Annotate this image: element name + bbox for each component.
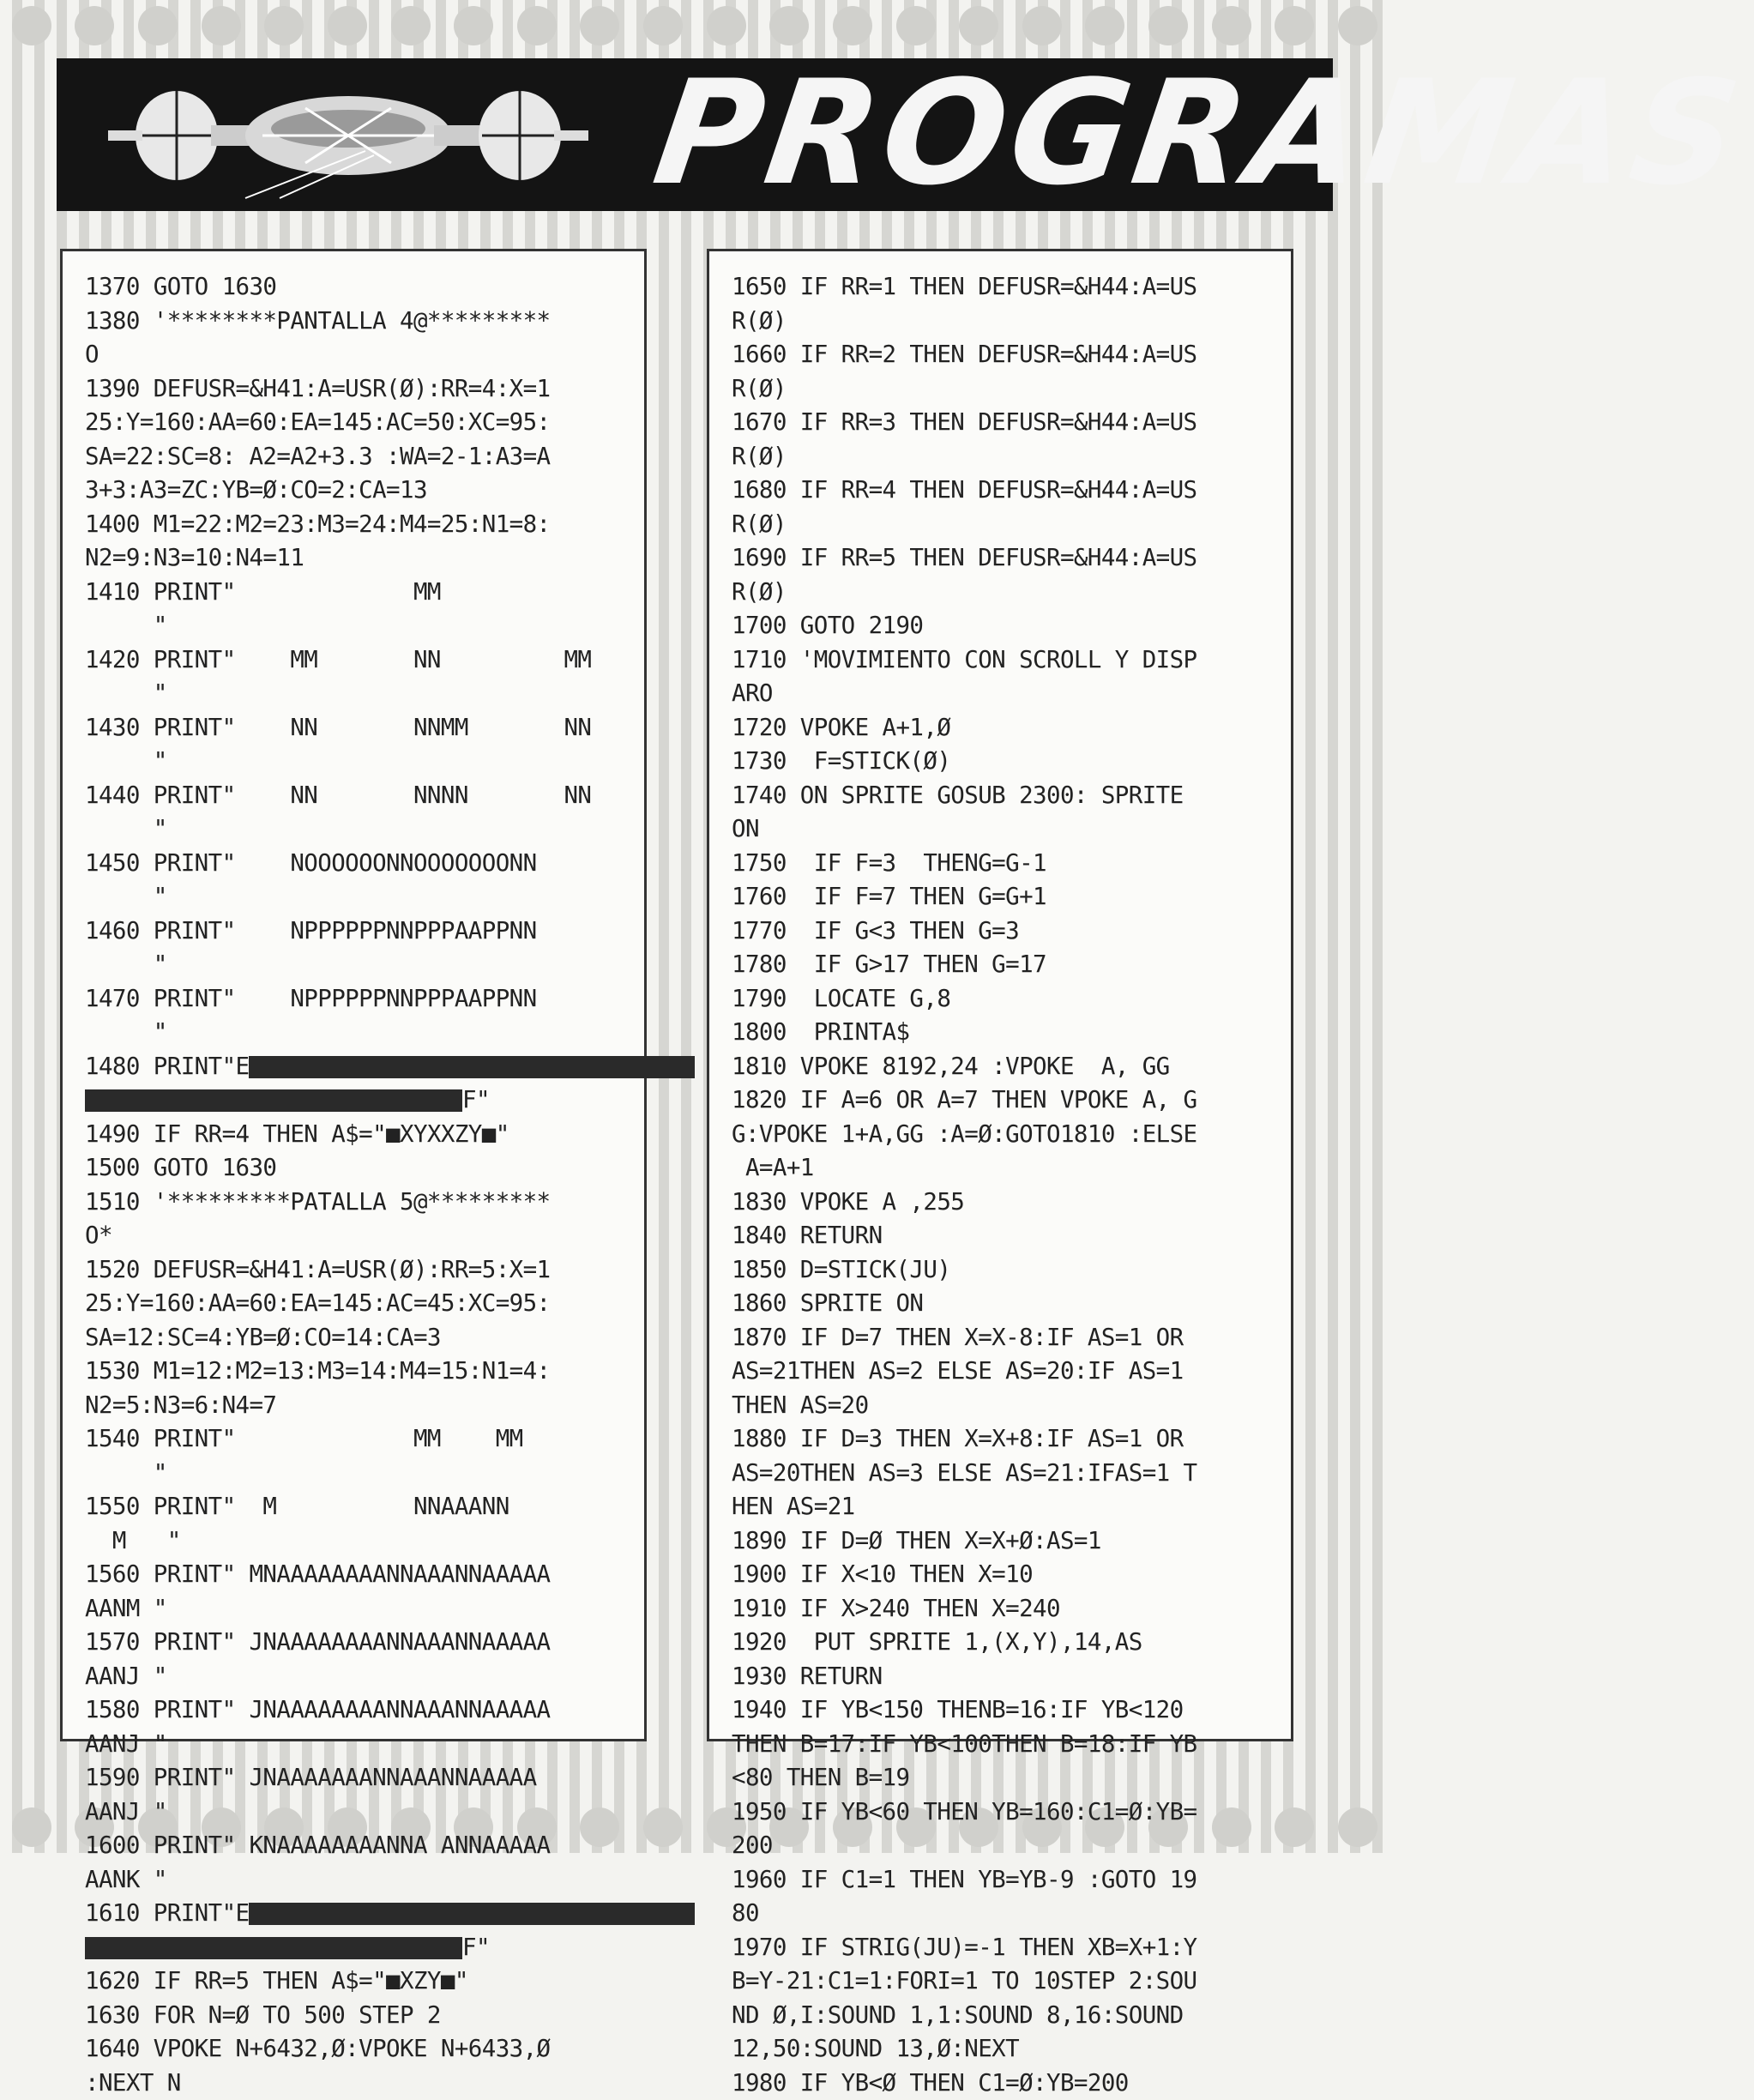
code-line: 1980 IF YB<Ø THEN C1=Ø:YB=200 bbox=[732, 2067, 1275, 2100]
code-line: 1630 FOR N=Ø TO 500 STEP 2 bbox=[85, 1999, 629, 2033]
border-dot bbox=[1275, 6, 1314, 45]
code-line: " bbox=[85, 880, 629, 914]
code-line: 1450 PRINT" NOOOOOONNOOOOOOONN bbox=[85, 847, 629, 881]
code-line: 1650 IF RR=1 THEN DEFUSR=&H44:A=US bbox=[732, 270, 1275, 305]
border-dot bbox=[1212, 6, 1251, 45]
border-dot bbox=[12, 1807, 51, 1847]
code-line: " bbox=[85, 948, 629, 982]
border-dot bbox=[580, 6, 619, 45]
border-dot bbox=[517, 6, 557, 45]
code-line: 1670 IF RR=3 THEN DEFUSR=&H44:A=US bbox=[732, 406, 1275, 440]
code-line: " bbox=[85, 609, 629, 643]
left-code-column bbox=[60, 249, 647, 1741]
code-line: 1570 PRINT" JNAAAAAAAANNAAANNAAAAA bbox=[85, 1626, 629, 1660]
code-line: 25:Y=160:AA=60:EA=145:AC=45:XC=95: bbox=[85, 1287, 629, 1321]
code-line: 1750 IF F=3 THENG=G-1 bbox=[732, 847, 1275, 881]
code-line: 1530 M1=12:M2=13:M3=14:M4=15:N1=4: bbox=[85, 1355, 629, 1389]
code-line: 1910 IF X>240 THEN X=240 bbox=[732, 1592, 1275, 1626]
code-line: 1790 LOCATE G,8 bbox=[732, 982, 1275, 1017]
code-line: 1470 PRINT" NPPPPPPNNPPPAAPPNN bbox=[85, 982, 629, 1017]
code-line: 1710 'MOVIMIENTO CON SCROLL Y DISP bbox=[732, 643, 1275, 678]
border-dot bbox=[1085, 6, 1124, 45]
code-line: 12,50:SOUND 13,Ø:NEXT bbox=[732, 2032, 1275, 2067]
graphic-char-bar bbox=[85, 1937, 462, 1959]
code-line: 1420 PRINT" MM NN MM bbox=[85, 643, 629, 678]
border-dot bbox=[1022, 6, 1062, 45]
code-line: HEN AS=21 bbox=[732, 1490, 1275, 1524]
code-line: 1830 VPOKE A ,255 bbox=[732, 1186, 1275, 1220]
code-line: 1730 F=STICK(Ø) bbox=[732, 745, 1275, 779]
code-line: 1520 DEFUSR=&H41:A=USR(Ø):RR=5:X=1 bbox=[85, 1253, 629, 1288]
code-line: SA=12:SC=4:YB=Ø:CO=14:CA=3 bbox=[85, 1321, 629, 1355]
code-line: 1500 GOTO 1630 bbox=[85, 1151, 629, 1186]
border-dot bbox=[896, 6, 936, 45]
code-line: " bbox=[85, 812, 629, 847]
border-dot bbox=[391, 6, 431, 45]
code-line: 1610 PRINT"E bbox=[85, 1897, 629, 1931]
code-line: " bbox=[85, 1016, 629, 1050]
code-line: 1800 PRINTA$ bbox=[732, 1016, 1275, 1050]
border-dot bbox=[138, 6, 178, 45]
code-line: 1440 PRINT" NN NNNN NN bbox=[85, 779, 629, 813]
code-line: 1700 GOTO 2190 bbox=[732, 609, 1275, 643]
code-line: 200 bbox=[732, 1829, 1275, 1863]
border-dot bbox=[328, 6, 367, 45]
code-line: R(Ø) bbox=[732, 440, 1275, 474]
code-line: 1920 PUT SPRITE 1,(X,Y),14,AS bbox=[732, 1626, 1275, 1660]
border-dot bbox=[1148, 6, 1188, 45]
code-line: 1400 M1=22:M2=23:M3=24:M4=25:N1=8: bbox=[85, 508, 629, 542]
code-line: B=Y-21:C1=1:FORI=1 TO 10STEP 2:SOU bbox=[732, 1964, 1275, 1999]
code-line: 1590 PRINT" JNAAAAAAANNAAANNAAAAA bbox=[85, 1761, 629, 1795]
code-line: 1560 PRINT" MNAAAAAAAANNAAANNAAAAA bbox=[85, 1558, 629, 1592]
code-line: R(Ø) bbox=[732, 576, 1275, 610]
code-line: AS=20THEN AS=3 ELSE AS=21:IFAS=1 T bbox=[732, 1457, 1275, 1491]
code-line: 1490 IF RR=4 THEN A$="■XYXXZY■" bbox=[85, 1118, 629, 1152]
code-line: G:VPOKE 1+A,GG :A=Ø:GOTO1810 :ELSE bbox=[732, 1118, 1275, 1152]
code-line: 1510 '*********PATALLA 5@********* bbox=[85, 1186, 629, 1220]
code-line: 1870 IF D=7 THEN X=X-8:IF AS=1 OR bbox=[732, 1321, 1275, 1355]
code-line: ON bbox=[732, 812, 1275, 847]
code-line: 1930 RETURN bbox=[732, 1660, 1275, 1694]
border-dot bbox=[12, 6, 51, 45]
code-line: R(Ø) bbox=[732, 305, 1275, 339]
code-line: 1960 IF C1=1 THEN YB=YB-9 :GOTO 19 bbox=[732, 1863, 1275, 1898]
code-line: 3+3:A3=ZC:YB=Ø:CO=2:CA=13 bbox=[85, 474, 629, 508]
code-line: 1900 IF X<10 THEN X=10 bbox=[732, 1558, 1275, 1592]
code-line: <80 THEN B=19 bbox=[732, 1761, 1275, 1795]
graphic-char-bar bbox=[85, 1089, 462, 1112]
code-line: 1840 RETURN bbox=[732, 1219, 1275, 1253]
code-line: THEN AS=20 bbox=[732, 1389, 1275, 1423]
code-line: " bbox=[85, 677, 629, 711]
code-line: N2=9:N3=10:N4=11 bbox=[85, 541, 629, 576]
code-line: O bbox=[85, 338, 629, 372]
code-line: 1550 PRINT" M NNAAANN bbox=[85, 1490, 629, 1524]
code-line: 1850 D=STICK(JU) bbox=[732, 1253, 1275, 1288]
code-line: 1880 IF D=3 THEN X=X+8:IF AS=1 OR bbox=[732, 1422, 1275, 1457]
code-line: AANJ " bbox=[85, 1795, 629, 1830]
code-line: 1600 PRINT" KNAAAAAAAANNA ANNAAAAA bbox=[85, 1829, 629, 1863]
code-line: 1380 '********PANTALLA 4@********* bbox=[85, 305, 629, 339]
code-line: 1680 IF RR=4 THEN DEFUSR=&H44:A=US bbox=[732, 474, 1275, 508]
header-banner bbox=[57, 58, 1333, 211]
code-line: 1780 IF G>17 THEN G=17 bbox=[732, 948, 1275, 982]
code-line: 1740 ON SPRITE GOSUB 2300: SPRITE bbox=[732, 779, 1275, 813]
code-line: 1580 PRINT" JNAAAAAAAANNAAANNAAAAA bbox=[85, 1693, 629, 1728]
code-line: R(Ø) bbox=[732, 372, 1275, 407]
border-dot bbox=[202, 6, 241, 45]
code-line: 1760 IF F=7 THEN G=G+1 bbox=[732, 880, 1275, 914]
code-line: ARO bbox=[732, 677, 1275, 711]
border-dot bbox=[1338, 1807, 1377, 1847]
code-line: N2=5:N3=6:N4=7 bbox=[85, 1389, 629, 1423]
code-line: 1480 PRINT"E bbox=[85, 1050, 629, 1084]
code-line: 1540 PRINT" MM MM bbox=[85, 1422, 629, 1457]
code-line: THEN B=17:IF YB<100THEN B=18:IF YB bbox=[732, 1728, 1275, 1762]
code-line: 1770 IF G<3 THEN G=3 bbox=[732, 914, 1275, 949]
border-dot bbox=[833, 6, 872, 45]
spaceship-illustration bbox=[108, 74, 588, 198]
code-line: A=A+1 bbox=[732, 1151, 1275, 1186]
code-line: 1620 IF RR=5 THEN A$="■XZY■" bbox=[85, 1964, 629, 1999]
border-dot bbox=[1338, 6, 1377, 45]
code-line: " bbox=[85, 745, 629, 779]
code-line: 1810 VPOKE 8192,24 :VPOKE A, GG bbox=[732, 1050, 1275, 1084]
code-line: 25:Y=160:AA=60:EA=145:AC=50:XC=95: bbox=[85, 406, 629, 440]
border-dot bbox=[707, 6, 746, 45]
code-line: AANJ " bbox=[85, 1660, 629, 1694]
code-line: 1460 PRINT" NPPPPPPNNPPPAAPPNN bbox=[85, 914, 629, 949]
code-line: 1690 IF RR=5 THEN DEFUSR=&H44:A=US bbox=[732, 541, 1275, 576]
right-code-column bbox=[707, 249, 1293, 1741]
code-line: 1660 IF RR=2 THEN DEFUSR=&H44:A=US bbox=[732, 338, 1275, 372]
code-line: M " bbox=[85, 1524, 629, 1559]
code-line: F" bbox=[85, 1931, 629, 1965]
border-dot bbox=[769, 6, 809, 45]
top-dot-border bbox=[0, 0, 1389, 51]
border-dot bbox=[1275, 1807, 1314, 1847]
code-line: 1640 VPOKE N+6432,Ø:VPOKE N+6433,Ø bbox=[85, 2032, 629, 2067]
code-line: 1720 VPOKE A+1,Ø bbox=[732, 711, 1275, 745]
code-line: AS=21THEN AS=2 ELSE AS=20:IF AS=1 bbox=[732, 1355, 1275, 1389]
code-line: AANM " bbox=[85, 1592, 629, 1626]
border-dot bbox=[454, 6, 493, 45]
border-dot bbox=[643, 1807, 683, 1847]
code-line: 1860 SPRITE ON bbox=[732, 1287, 1275, 1321]
code-line: 1950 IF YB<60 THEN YB=160:C1=Ø:YB= bbox=[732, 1795, 1275, 1830]
code-line: :NEXT N bbox=[85, 2067, 629, 2100]
code-line: 1410 PRINT" MM bbox=[85, 576, 629, 610]
code-line: 1940 IF YB<150 THENB=16:IF YB<120 bbox=[732, 1693, 1275, 1728]
border-dot bbox=[264, 6, 304, 45]
code-line: 1820 IF A=6 OR A=7 THEN VPOKE A, G bbox=[732, 1083, 1275, 1118]
graphic-char-bar bbox=[249, 1903, 695, 1925]
code-line: 80 bbox=[732, 1897, 1275, 1931]
code-line: 1370 GOTO 1630 bbox=[85, 270, 629, 305]
code-line: AANJ " bbox=[85, 1728, 629, 1762]
graphic-char-bar bbox=[249, 1056, 695, 1078]
code-line: F" bbox=[85, 1083, 629, 1118]
code-line: O* bbox=[85, 1219, 629, 1253]
code-line: " bbox=[85, 1457, 629, 1491]
code-line: SA=22:SC=8: A2=A2+3.3 :WA=2-1:A3=A bbox=[85, 440, 629, 474]
border-dot bbox=[643, 6, 683, 45]
code-line: 1970 IF STRIG(JU)=-1 THEN XB=X+1:Y bbox=[732, 1931, 1275, 1965]
code-line: 1390 DEFUSR=&H41:A=USR(Ø):RR=4:X=1 bbox=[85, 372, 629, 407]
border-dot bbox=[75, 6, 114, 45]
border-dot bbox=[959, 6, 998, 45]
page-title: PROGRAMAS bbox=[646, 51, 1321, 214]
code-line: ND Ø,I:SOUND 1,1:SOUND 8,16:SOUND bbox=[732, 1999, 1275, 2033]
code-line: R(Ø) bbox=[732, 508, 1275, 542]
code-line: AANK " bbox=[85, 1863, 629, 1898]
code-line: 1430 PRINT" NN NNMM NN bbox=[85, 711, 629, 745]
code-line: 1890 IF D=Ø THEN X=X+Ø:AS=1 bbox=[732, 1524, 1275, 1559]
